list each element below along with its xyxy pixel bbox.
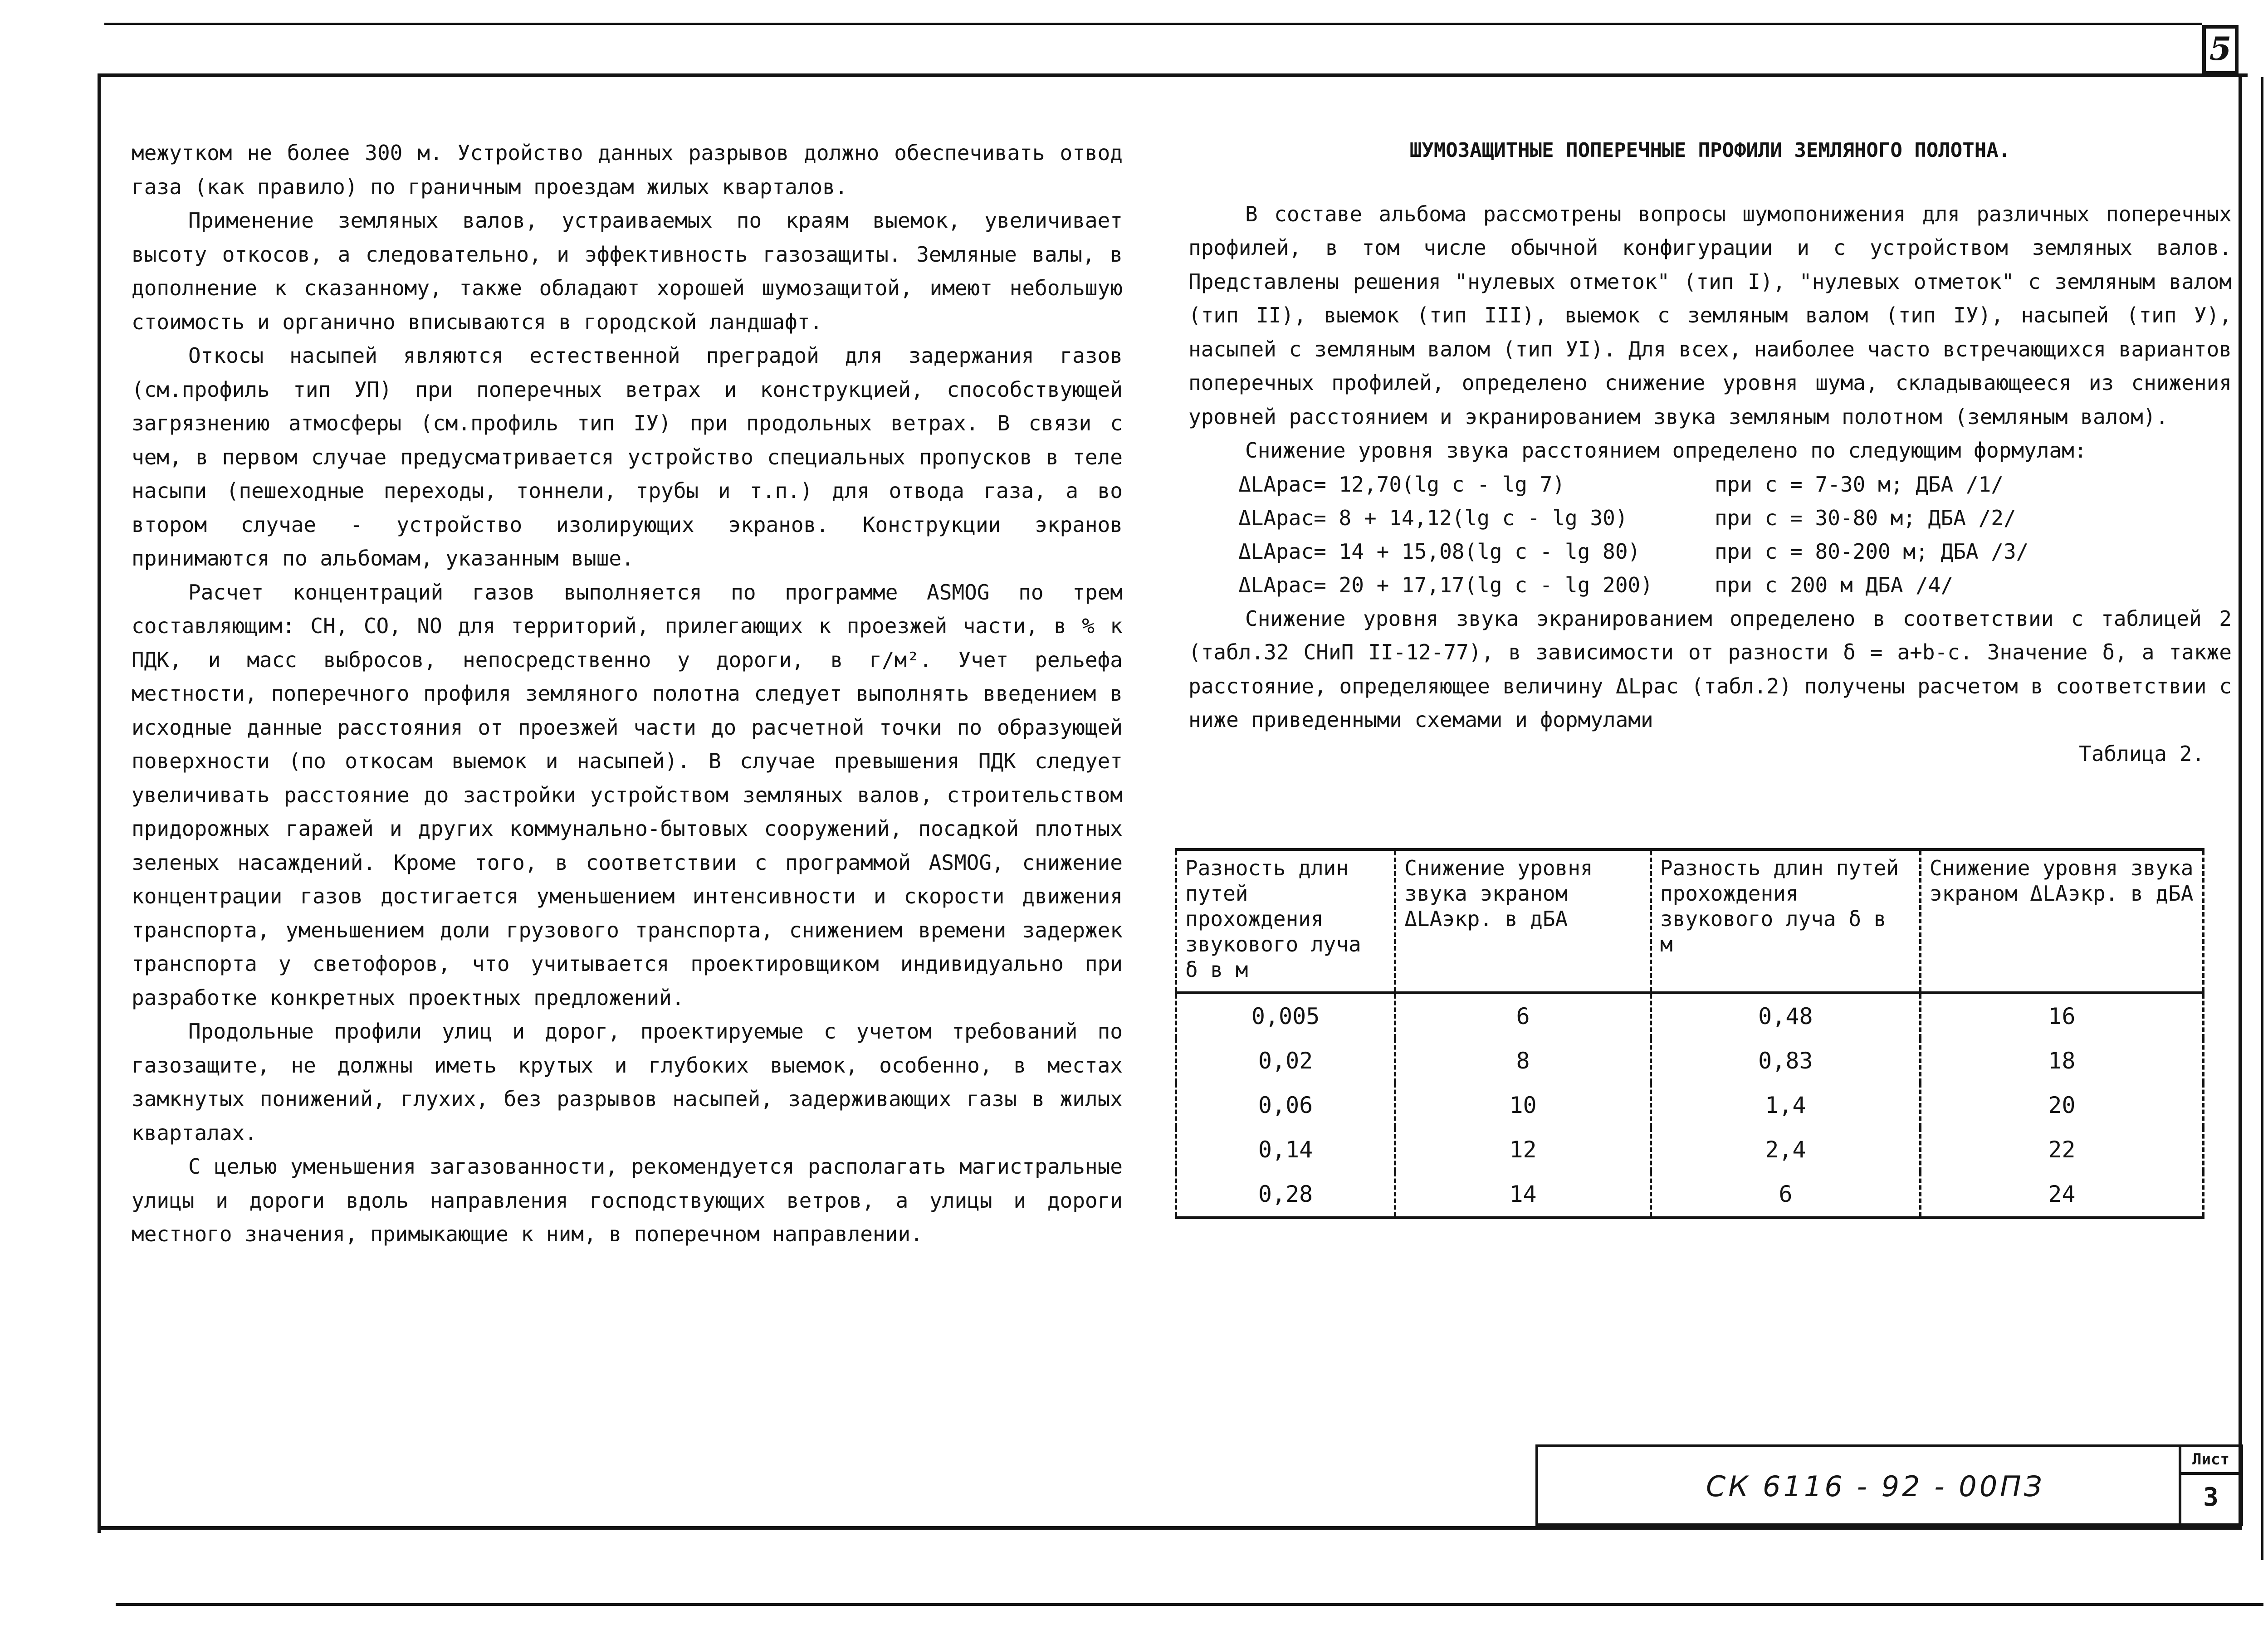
paragraph: Продольные профили улиц и дорог, проектируемые с учетом требований по газозащите, не должны иметь крутых и глубоких выемок, особенно, в местах замкнутых понижений, глухих, без разрывов насыпей, задерживающих газы в жилых кварталах. [132,1019,1123,1145]
formula-row [1188,501,2232,535]
sheet-number: 3 [2203,1483,2219,1512]
table-cell: 24 [1920,1172,2203,1218]
outer-bottom-line [116,1603,2263,1606]
formula-row [1188,535,2232,568]
formula-condition: при c = 80-200 м; ДБА /3/ [1715,539,2029,564]
table-cell: 22 [1920,1127,2203,1172]
table-cell: 2,4 [1651,1127,1920,1172]
table-cell: 16 [1920,993,2203,1039]
table-header-cell: Разность длин путей прохождения звукового луча δ в м [1176,849,1395,993]
table-row [1176,993,2204,1039]
formula-condition: при c = 30-80 м; ДБА /2/ [1715,505,2016,530]
table-row [1176,1172,2204,1218]
formula: ΔLAрас= 20 + 17,17(lg c - lg 200) [1238,572,1653,597]
left-text-column [132,136,1123,1251]
noise-reduction-table [1175,848,2204,1219]
table-cell: 20 [1920,1083,2203,1127]
formula: ΔLAрас= 12,70(lg c - lg 7) [1238,472,1565,497]
table-header-cell: Разность длин путей прохождения звукового луча δ в м [1651,849,1920,993]
frame-top-line [98,73,2248,77]
table-cell: 6 [1395,993,1651,1039]
table-row [1176,1083,2204,1127]
title-block-stamp [1535,1444,2243,1526]
paragraph: С целью уменьшения загазованности, рекомендуется располагать магистральные улицы и дороги вдоль направления господствующих ветров, а улицы и дороги местного значения, примыкающие к ним, в поперечном направлении. [132,1154,1123,1246]
table-row [1176,1039,2204,1083]
formula: ΔLAрас= 14 + 15,08(lg c - lg 80) [1238,539,1641,564]
document-code: СК 6116 - 92 - 00ПЗ [1706,1470,2045,1503]
table-cell: 0,02 [1176,1039,1395,1083]
outer-right-line [2261,77,2263,1560]
formula: ΔLAрас= 8 + 14,12(lg c - lg 30) [1238,505,1628,530]
table-cell: 0,28 [1176,1172,1395,1218]
screen-paragraph: Снижение уровня звука экранированием определено в соответствии с таблицей 2 (табл.32 СНиП II-12-77), в зависимости от разности δ = a+b-c. Значение δ, а также расстояние, определяющее величину ΔLрас (табл.2) получены расчетом в соответствии с ниже приведенными схемами и формулами [1188,606,2232,732]
table-cell: 10 [1395,1083,1651,1127]
page-number: 5 [2202,25,2239,75]
table-cell: 0,48 [1651,993,1920,1039]
sheet-cell [2179,1447,2240,1523]
table-cell: 6 [1651,1172,1920,1218]
frame-right-line [2239,73,2242,1529]
table-header-cell: Снижение уровня звука экраном ΔLАэкр. в дБА [1395,849,1651,993]
paragraph: Расчет концентраций газов выполняется по программе ASMOG по трем составляющим: СН, СО, NO для территорий, прилегающих к проезжей части, в % к ПДК, и масс выбросов, непосредственно у дороги, в г/м². Учет рельефа местности, поперечного профиля земляного полотна следует выполнять введением в исходные данные расстояния от проезжей части до расчетной точки по образующей поверхности (по откосам выемок и насыпей). В случае превышения ПДК следует увеличивать расстояние до застройки устройством земляных валов, строительством придорожных гаражей и других коммунально-бытовых сооружений, посадкой плотных зеленых насаждений. Кроме того, в соответствии с программой ASMOG, снижение концентрации газов достигается уменьшением интенсивности и скорости движения транспорта, уменьшением доли грузового транспорта, снижением времени задержек транспорта у светофоров, что учитывается проектировщиком индивидуально при разработке конкретных проектных предложений. [132,580,1123,1010]
formula-row [1188,468,2232,501]
formula-condition: при c 200 м ДБА /4/ [1715,572,1954,597]
table-cell: 12 [1395,1127,1651,1172]
table-cell: 0,06 [1176,1083,1395,1127]
formula-condition: при c = 7-30 м; ДБА /1/ [1715,472,2004,497]
sheet-label: Лист [2181,1447,2240,1475]
table-header-row [1176,849,2204,993]
table-cell: 14 [1395,1172,1651,1218]
table-header-cell: Снижение уровня звука экраном ΔLАэкр. в дБА [1920,849,2203,993]
section-heading: ШУМОЗАЩИТНЫЕ ПОПЕРЕЧНЫЕ ПРОФИЛИ ЗЕМЛЯНОГО ПОЛОТНА. [1409,139,2011,162]
frame-bottom-line [98,1526,2242,1530]
table-cell: 0,005 [1176,993,1395,1039]
table-cell: 1,4 [1651,1083,1920,1127]
table-cell: 0,83 [1651,1039,1920,1083]
table-row [1176,1127,2204,1172]
formulas-intro: Снижение уровня звука расстоянием определено по следующим формулам: [1245,438,2087,463]
frame-left-line [98,73,101,1533]
paragraph: межутком не более 300 м. Устройство данных разрывов должно обеспечивать отвод газа (как правило) по граничным проездам жилых кварталов. [132,141,1123,199]
table-cell: 8 [1395,1039,1651,1083]
intro-paragraph: В составе альбома рассмотрены вопросы шумопонижения для различных поперечных профилей, в том числе обычной конфигурации и с устройством земляных валов. Представлены решения "нулевых отметок" (тип I), "нулевых отметок" с земляным валом (тип II), выемок (тип III), выемок с земляным валом (тип IУ), насыпей (тип У), насыпей с земляным валом (тип УI). Для всех, наиболее часто встречающихся вариантов поперечных профилей, определено снижение уровня шума, складывающееся из снижения уровней расстоянием и экранированием звука земляным полотном (земляным валом). [1188,201,2232,429]
paragraph: Применение земляных валов, устраиваемых по краям выемок, увеличивает высоту откосов, а следовательно, и эффективность газозащиты. Земляные валы, в дополнение к сказанному, также обладают хорошей шумозащитой, имеют небольшую стоимость и органично вписываются в городской ландшафт. [132,208,1123,334]
top-border-line [104,23,2202,25]
table-caption: Таблица 2. [2079,741,2204,766]
paragraph: Откосы насыпей являются естественной преградой для задержания газов (см.профиль тип УП) при поперечных ветрах и конструкцией, способствующей загрязнению атмосферы (см.профиль тип IУ) при продольных ветрах. В связи с чем, в первом случае предусматривается устройство специальных пропусков в теле насыпи (пешеходные переходы, тоннели, трубы и т.п.) для отвода газа, а во втором случае - устройство изолирующих экранов. Конструкции экранов принимаются по альбомам, указанным выше. [132,343,1123,571]
right-text-column [1188,134,2232,771]
table-cell: 18 [1920,1039,2203,1083]
table-cell: 0,14 [1176,1127,1395,1172]
formula-row [1188,568,2232,602]
